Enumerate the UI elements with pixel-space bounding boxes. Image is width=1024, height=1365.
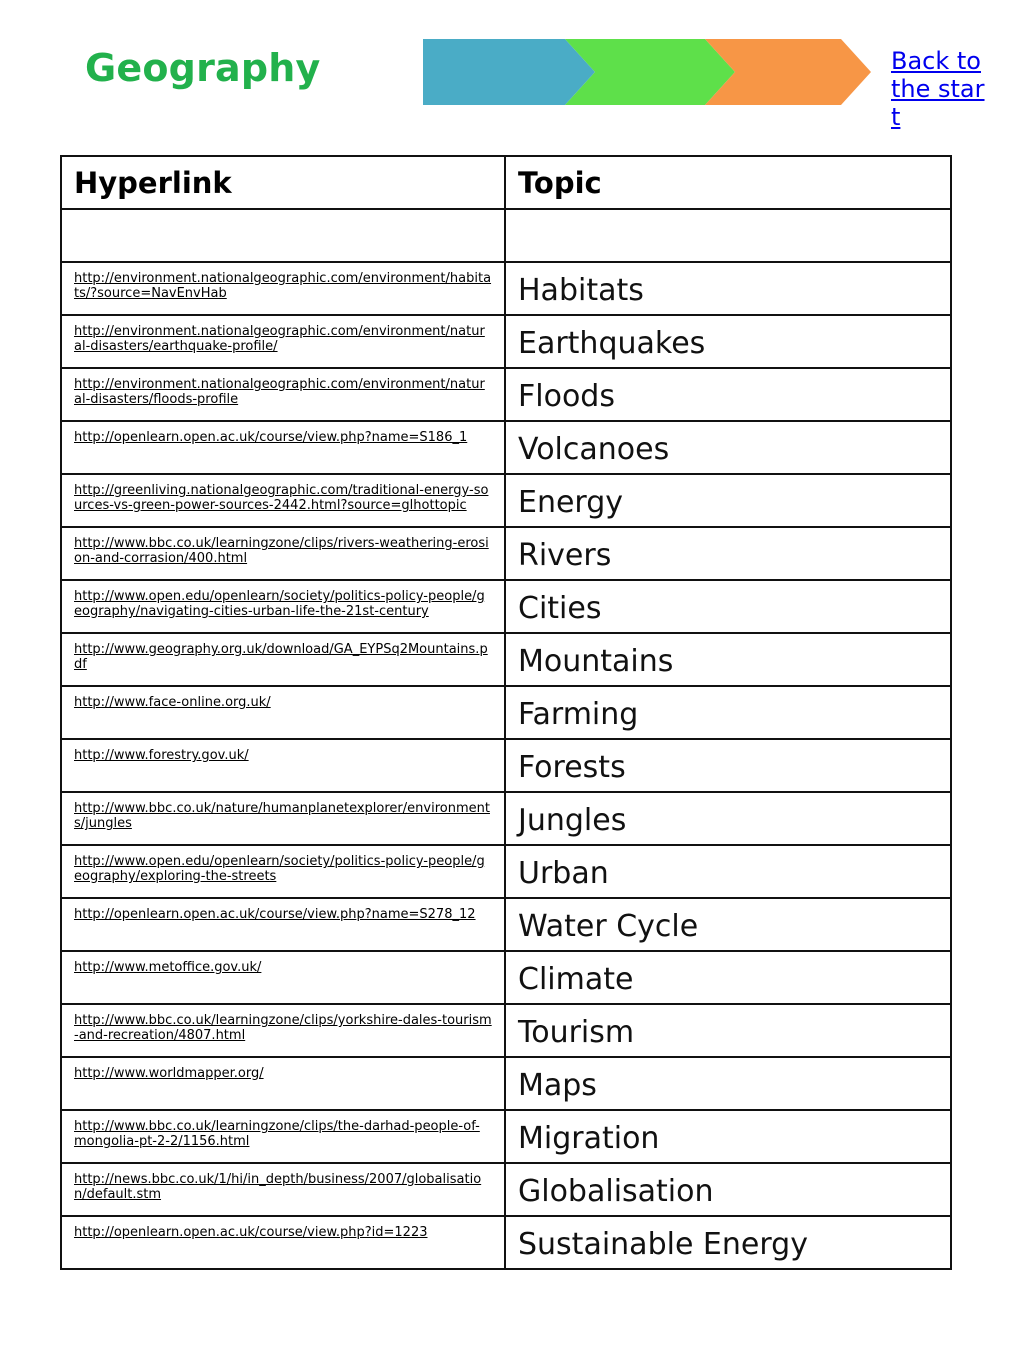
- topic-label: Sustainable Energy: [518, 1227, 808, 1262]
- topic-label: Jungles: [518, 803, 627, 838]
- topic-label: Energy: [518, 485, 624, 520]
- hyperlink[interactable]: http://news.bbc.co.uk/1/hi/in_depth/business/2007/globalisation/default.stm: [74, 1172, 482, 1202]
- topic-label: Tourism: [518, 1015, 635, 1050]
- topic-label: Mountains: [518, 644, 674, 679]
- topic-cell: [505, 474, 951, 527]
- hyperlink-topic-table: [60, 155, 952, 1270]
- hyperlink[interactable]: http://www.geography.org.uk/download/GA_EYPSq2Mountains.pdf: [74, 642, 488, 672]
- topic-cell: [505, 209, 951, 262]
- topic-cell: [505, 845, 951, 898]
- topic-label: Water Cycle: [518, 909, 699, 944]
- hyperlink-cell: [61, 633, 505, 686]
- table-row: [61, 1004, 951, 1057]
- table-row: [61, 686, 951, 739]
- topic-cell: [505, 739, 951, 792]
- table-row: [61, 527, 951, 580]
- table-row: [61, 209, 951, 262]
- back-to-start-link[interactable]: Back to the start: [891, 47, 985, 131]
- topic-cell: [505, 1216, 951, 1269]
- table-header-row: [61, 156, 951, 209]
- hyperlink-cell: [61, 686, 505, 739]
- topic-label: Climate: [518, 962, 634, 997]
- table-row: [61, 1110, 951, 1163]
- table-row: [61, 1057, 951, 1110]
- topic-cell: [505, 315, 951, 368]
- topic-cell: [505, 951, 951, 1004]
- hyperlink-cell: [61, 527, 505, 580]
- hyperlink[interactable]: http://openlearn.open.ac.uk/course/view.php?name=S278_12: [74, 907, 476, 922]
- hyperlink[interactable]: http://www.open.edu/openlearn/society/politics-policy-people/geography/navigating-cities-urban-life-the-21st-century: [74, 589, 485, 619]
- topic-cell: [505, 1004, 951, 1057]
- topic-label: Rivers: [518, 538, 612, 573]
- table-row: [61, 262, 951, 315]
- hyperlink-cell: [61, 792, 505, 845]
- hyperlink-cell: [61, 951, 505, 1004]
- topic-cell: [505, 527, 951, 580]
- table-row: [61, 633, 951, 686]
- topic-cell: [505, 580, 951, 633]
- column-header-hyperlink: Hyperlink: [61, 156, 505, 209]
- topic-label: Farming: [518, 697, 639, 732]
- hyperlink[interactable]: http://www.worldmapper.org/: [74, 1066, 264, 1081]
- table-row: [61, 951, 951, 1004]
- topic-label: Urban: [518, 856, 609, 891]
- hyperlink[interactable]: http://www.bbc.co.uk/learningzone/clips/the-darhad-people-of-mongolia-pt-2-2/1156.html: [74, 1119, 480, 1149]
- hyperlink[interactable]: http://openlearn.open.ac.uk/course/view.php?name=S186_1: [74, 430, 468, 445]
- hyperlink-cell: [61, 368, 505, 421]
- table-row: [61, 474, 951, 527]
- topic-cell: [505, 792, 951, 845]
- topic-cell: [505, 686, 951, 739]
- table-row: [61, 421, 951, 474]
- hyperlink[interactable]: http://www.bbc.co.uk/learningzone/clips/yorkshire-dales-tourism-and-recreation/4807.html: [74, 1013, 492, 1043]
- topic-label: Cities: [518, 591, 602, 626]
- hyperlink[interactable]: http://environment.nationalgeographic.com/environment/habitats/?source=NavEnvHab: [74, 271, 492, 301]
- table-row: [61, 1163, 951, 1216]
- topic-label: Earthquakes: [518, 326, 706, 361]
- table-row: [61, 792, 951, 845]
- hyperlink[interactable]: http://www.bbc.co.uk/learningzone/clips/rivers-weathering-erosion-and-corrasion/400.html: [74, 536, 489, 566]
- hyperlink[interactable]: http://greenliving.nationalgeographic.com/traditional-energy-sources-vs-green-power-sources-2442.html?source=glhottopic: [74, 483, 489, 513]
- topic-label: Floods: [518, 379, 615, 414]
- hyperlink-cell: [61, 1110, 505, 1163]
- table-row: [61, 845, 951, 898]
- hyperlink-cell: [61, 1004, 505, 1057]
- hyperlink-cell: [61, 580, 505, 633]
- hyperlink[interactable]: http://www.face-online.org.uk/: [74, 695, 271, 710]
- topic-cell: [505, 1057, 951, 1110]
- hyperlink[interactable]: http://www.open.edu/openlearn/society/politics-policy-people/geography/exploring-the-streets: [74, 854, 485, 884]
- topic-label: Maps: [518, 1068, 597, 1103]
- hyperlink-cell: [61, 421, 505, 474]
- topic-cell: [505, 898, 951, 951]
- topic-label: Habitats: [518, 273, 644, 308]
- page-title: Geography: [85, 46, 321, 90]
- chevron-arrow-1: [423, 39, 595, 105]
- table-row: [61, 580, 951, 633]
- topic-label: Migration: [518, 1121, 660, 1156]
- hyperlink-cell: [61, 898, 505, 951]
- table-row: [61, 739, 951, 792]
- hyperlink[interactable]: http://openlearn.open.ac.uk/course/view.php?id=1223: [74, 1225, 428, 1240]
- table-row: [61, 1216, 951, 1269]
- hyperlink-cell: [61, 1163, 505, 1216]
- topic-label: Forests: [518, 750, 626, 785]
- hyperlink[interactable]: http://environment.nationalgeographic.com/environment/natural-disasters/floods-profile: [74, 377, 485, 407]
- hyperlink-cell: [61, 739, 505, 792]
- topic-cell: [505, 633, 951, 686]
- table-row: [61, 898, 951, 951]
- topic-cell: [505, 421, 951, 474]
- table-row: [61, 315, 951, 368]
- hyperlink-cell: [61, 209, 505, 262]
- hyperlink-cell: [61, 315, 505, 368]
- topic-label: Volcanoes: [518, 432, 670, 467]
- topic-cell: [505, 1163, 951, 1216]
- hyperlink-cell: [61, 474, 505, 527]
- hyperlink[interactable]: http://www.forestry.gov.uk/: [74, 748, 249, 763]
- hyperlink[interactable]: http://www.metoffice.gov.uk/: [74, 960, 262, 975]
- topic-cell: [505, 368, 951, 421]
- column-header-topic: Topic: [505, 156, 951, 209]
- chevron-banner: [423, 39, 873, 105]
- hyperlink-cell: [61, 1216, 505, 1269]
- table-row: [61, 368, 951, 421]
- hyperlink-cell: [61, 262, 505, 315]
- topic-cell: [505, 262, 951, 315]
- topic-label: Globalisation: [518, 1174, 714, 1209]
- topic-cell: [505, 1110, 951, 1163]
- hyperlink[interactable]: http://environment.nationalgeographic.com/environment/natural-disasters/earthquake-profile/: [74, 324, 485, 354]
- hyperlink[interactable]: http://www.bbc.co.uk/nature/humanplanetexplorer/environments/jungles: [74, 801, 490, 831]
- hyperlink-cell: [61, 1057, 505, 1110]
- hyperlink-cell: [61, 845, 505, 898]
